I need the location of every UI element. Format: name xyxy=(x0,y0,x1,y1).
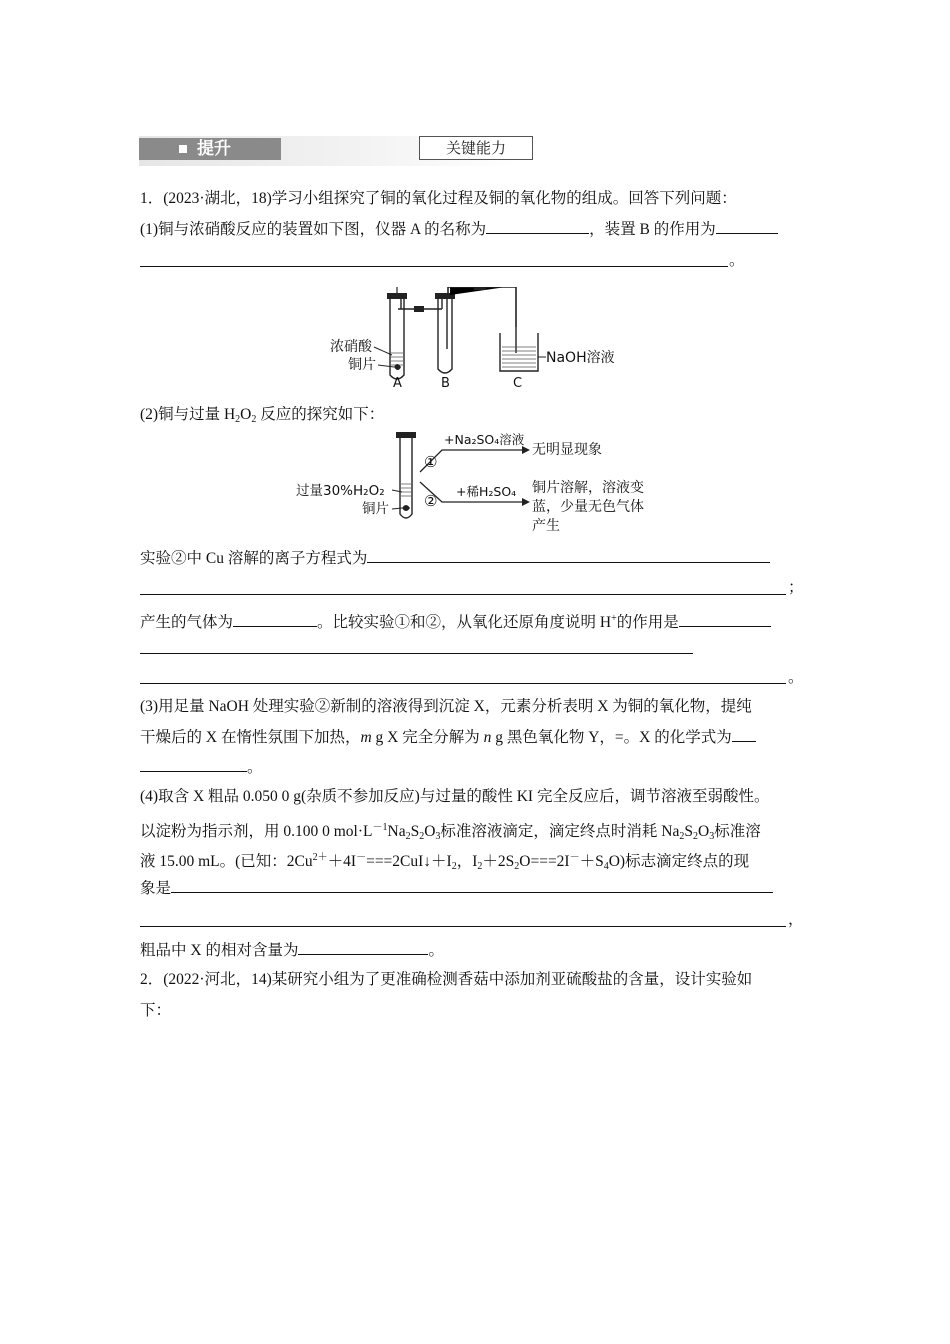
answer-line[interactable] xyxy=(140,926,786,927)
label-acid: 浓硝酸 xyxy=(330,339,372,355)
label-copper: 铜片 xyxy=(362,501,389,517)
clamp-bc xyxy=(474,287,486,290)
q1-part4-line6 xyxy=(140,940,444,961)
reagent-2: +稀H₂SO₄ xyxy=(456,484,517,499)
q1-part4-line3 xyxy=(140,848,749,877)
answer-blank[interactable] xyxy=(140,757,247,772)
q1-part3-text: 干燥后的 X 在惰性氛围下加热， xyxy=(140,729,361,746)
answer-blank[interactable] xyxy=(716,219,778,234)
subscript: 2 xyxy=(419,831,425,842)
q1-part3-text: g 黑色氧化物 Y，=。X 的化学式为 xyxy=(491,729,732,746)
q1-part3-line1: (3)用足量 NaOH 处理实验②新制的溶液得到沉淀 X，元素分析表明 X 为铜的氧化物，提纯 xyxy=(140,698,752,715)
q1-part1-text-a: (1)铜与浓硝酸反应的装置如下图，仪器 A 的名称为 xyxy=(140,221,487,238)
banner-tag: 提升 xyxy=(197,139,231,159)
apparatus-figure xyxy=(326,287,626,391)
variable-n: n xyxy=(483,729,492,746)
circle-2: ② xyxy=(424,492,438,510)
banner-title: 关键能力 xyxy=(445,139,506,157)
superscript: － xyxy=(569,852,580,863)
subscript: 2 xyxy=(451,861,457,872)
answer-blank[interactable] xyxy=(679,612,771,627)
tube-a-stopper xyxy=(387,293,407,299)
reagent-1: +Na₂SO₄溶液 xyxy=(444,432,525,447)
label-h2o2: 过量30%H₂O₂ xyxy=(296,483,385,499)
test-tube-stopper xyxy=(396,432,416,438)
subscript: 3 xyxy=(435,831,441,842)
q1-part2-gas-line xyxy=(140,609,771,633)
q1-part3-line3 xyxy=(140,757,263,778)
q1-part4-text: ＋2S xyxy=(482,853,515,870)
subscript: 4 xyxy=(603,861,609,872)
banner-square-icon xyxy=(179,145,187,153)
q1-part4-text: O===2I xyxy=(519,853,570,870)
result-2-line3: 产生 xyxy=(532,518,560,534)
answer-line[interactable] xyxy=(140,653,693,654)
answer-blank[interactable] xyxy=(486,219,589,234)
beaker-c xyxy=(500,333,538,371)
q1-part2-ion-line xyxy=(140,548,770,569)
q1-part4-line2 xyxy=(140,818,761,847)
semicolon-mark: ； xyxy=(788,579,804,596)
subscript: 3 xyxy=(709,831,715,842)
q1-heading: 1．(2023·湖北，18)学习小组探究了铜的氧化过程及铜的氧化物的组成。回答下列问题： xyxy=(140,190,737,207)
section-banner xyxy=(139,136,517,166)
subscript: 2 xyxy=(477,861,483,872)
subscript: 2 xyxy=(235,414,241,425)
variable-m: m xyxy=(360,729,372,746)
answer-blank[interactable] xyxy=(233,612,317,627)
q1-part4-text: ＋4I xyxy=(327,853,357,870)
q1-part3-text: g X 完全分解为 xyxy=(371,729,484,746)
label-c: C xyxy=(513,376,523,391)
q1-part2-text: 反应的探究如下： xyxy=(256,406,385,423)
q1-part3-line2 xyxy=(140,727,756,748)
tube-b xyxy=(438,299,452,373)
experiment-figure xyxy=(296,430,666,536)
subscript: 2 xyxy=(679,831,685,842)
label-naoh: NaOH溶液 xyxy=(546,350,615,366)
arrow-head-icon xyxy=(522,446,530,454)
q1-part4-text: O)标志滴定终点的现 xyxy=(608,853,750,870)
label-a: A xyxy=(393,376,402,391)
label-copper: 铜片 xyxy=(348,357,376,373)
answer-blank[interactable] xyxy=(298,940,428,955)
label-b: B xyxy=(441,376,450,391)
q1-part4-text: O xyxy=(697,823,710,840)
period-mark: 。 xyxy=(788,669,804,686)
result-2-line1: 铜片溶解，溶液变 xyxy=(532,480,644,496)
superscript: + xyxy=(611,613,617,624)
q1-part4-text: O xyxy=(424,823,436,840)
copper-piece xyxy=(402,505,410,511)
q1-part4-text: ===2CuI↓＋I xyxy=(366,853,452,870)
q1-part4-text: 粗品中 X 的相对含量为 xyxy=(140,942,299,959)
q1-part4-text: S xyxy=(410,823,420,840)
answer-line[interactable] xyxy=(140,266,728,267)
q1-part4-text: 象是 xyxy=(140,880,172,897)
q1-part4-text: S xyxy=(684,823,693,840)
q1-part1-text-b: ，装置 B 的作用为 xyxy=(589,221,716,238)
clamp-ab xyxy=(414,306,424,312)
answer-line[interactable] xyxy=(140,594,786,595)
answer-blank[interactable] xyxy=(732,727,756,742)
period-mark: 。 xyxy=(428,942,444,959)
q1-part2-gas-text: 。比较实验①和②，从氧化还原角度说明 H xyxy=(317,614,612,631)
result-1: 无明显现象 xyxy=(532,442,602,458)
q1-part4-text: 标准溶液滴定，滴定终点时消耗 Na xyxy=(440,823,680,840)
q1-part1-line xyxy=(140,219,778,240)
banner-title-box xyxy=(419,136,533,160)
q1-part4-text: ＋S xyxy=(579,853,604,870)
q1-part2-gas-text: 的作用是 xyxy=(616,614,679,631)
q1-part2-heading xyxy=(140,405,384,430)
result-2-line2: 蓝，少量无色气体 xyxy=(532,499,644,515)
answer-line[interactable] xyxy=(140,683,786,684)
q1-part4-text: 以淀粉为指示剂，用 0.100 0 mol·L xyxy=(140,823,373,840)
beaker-liquid xyxy=(502,347,536,367)
q2-line1: 2．(2022·河北，14)某研究小组为了更准确检测香菇中添加剂亚硫酸盐的含量，设计实验如 xyxy=(140,971,753,988)
q1-part4-text: Na xyxy=(387,823,406,840)
subscript: 2 xyxy=(514,861,520,872)
answer-blank[interactable] xyxy=(171,878,773,893)
tube-a-liquid xyxy=(391,353,403,365)
q1-part4-line4 xyxy=(140,878,773,899)
q1-part2-ion-text: 实验②中 Cu 溶解的离子方程式为 xyxy=(140,550,368,567)
subscript: 2 xyxy=(251,414,257,425)
q1-part2-text: (2)铜与过量 H xyxy=(140,406,236,423)
q1-part4-text: 液 15.00 mL。(已知：2Cu xyxy=(140,853,313,870)
test-tube-liquid xyxy=(401,484,411,496)
subscript: 2 xyxy=(405,831,411,842)
q1-part4-text: 标准溶 xyxy=(714,823,761,840)
superscript: －1 xyxy=(372,822,388,833)
comma-mark: ， xyxy=(788,911,804,928)
subscript: 2 xyxy=(692,831,698,842)
circle-1: ① xyxy=(424,453,438,471)
q1-part4-line1: (4)取含 X 粗品 0.050 0 g(杂质不参加反应)与过量的酸性 KI 完全反应后，调节溶液至弱酸性。 xyxy=(140,788,770,805)
superscript: 2＋ xyxy=(312,852,328,863)
q2-line2: 下： xyxy=(140,1002,172,1019)
q1-part2-gas-text: 产生的气体为 xyxy=(140,614,234,631)
superscript: － xyxy=(356,852,367,863)
period-mark: 。 xyxy=(729,252,745,269)
arrow-head-icon xyxy=(522,498,530,506)
answer-blank[interactable] xyxy=(367,548,770,563)
period-mark: 。 xyxy=(247,759,263,776)
q1-part4-text: ，I xyxy=(456,853,478,870)
q1-part2-text: O xyxy=(240,406,252,423)
